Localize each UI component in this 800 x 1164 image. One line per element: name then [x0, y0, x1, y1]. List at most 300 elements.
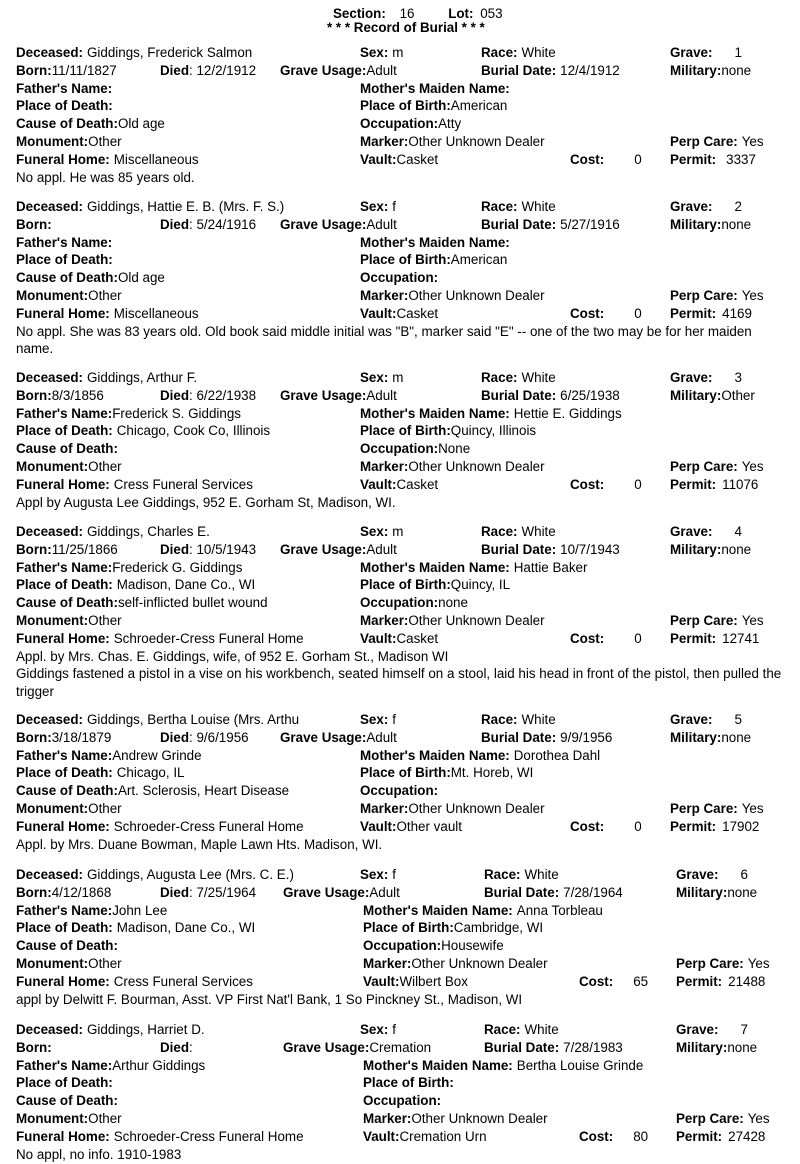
permit-value: 11076 [722, 476, 759, 492]
place-of-birth-field [363, 1074, 454, 1092]
place-of-death-field [16, 576, 255, 594]
sex-value: m [392, 524, 404, 539]
military-label: Military: [670, 729, 722, 745]
sex-label: Sex: [360, 199, 389, 214]
cost-label: Cost: [579, 1128, 614, 1144]
record-row [16, 287, 796, 305]
cause-of-death-value: self-inflicted bullet wound [117, 595, 268, 611]
monument-value: Other [88, 458, 122, 474]
funeral-home-label: Funeral Home: [16, 1128, 110, 1144]
permit-value: 17902 [722, 818, 760, 834]
marker-label: Marker: [360, 133, 409, 149]
cost-label: Cost: [570, 630, 605, 646]
vault-label: Vault: [360, 305, 397, 321]
born-value: 4/12/1868 [51, 884, 112, 900]
born-label: Born: [16, 62, 52, 78]
record-row [16, 818, 796, 836]
monument-label: Monument: [16, 458, 89, 474]
burial-record [16, 44, 796, 186]
permit-field [670, 818, 759, 836]
occupation-label: Occupation: [360, 595, 439, 611]
marker-label: Marker: [360, 287, 409, 303]
burial-date-value: 9/9/1956 [560, 729, 613, 745]
record-row [16, 541, 796, 559]
place-of-birth-label: Place of Birth: [360, 252, 451, 268]
cause-of-death-field [16, 269, 165, 287]
funeral-home-field [16, 305, 199, 323]
mother-maiden-name-field [360, 405, 622, 423]
cost-value: 0 [634, 630, 642, 646]
permit-label: Permit: [670, 630, 717, 646]
marker-value: Other Unknown Dealer [411, 955, 548, 971]
cost-field [570, 818, 642, 836]
race-field [481, 44, 556, 62]
record-row [16, 884, 796, 902]
died-value: : 9/6/1956 [189, 729, 249, 745]
marker-field [360, 133, 545, 151]
occupation-field [360, 440, 470, 458]
monument-field [16, 133, 122, 151]
grave-usage-label: Grave Usage: [280, 62, 367, 78]
place-of-birth-value: Quincy, IL [450, 577, 511, 593]
mother-maiden-name-label: Mother's Maiden Name: [360, 234, 510, 250]
record-row [16, 44, 796, 62]
deceased-field [16, 369, 346, 387]
perp-care-label: Perp Care: [676, 1110, 744, 1126]
mother-maiden-name-field [360, 559, 587, 577]
born-value: 11/11/1827 [51, 62, 117, 78]
occupation-label: Occupation: [363, 938, 442, 954]
born-field [16, 884, 111, 902]
race-field [484, 1021, 559, 1039]
place-of-death-field [16, 919, 255, 937]
lot-label: Lot: [448, 6, 474, 21]
died-value: : 7/25/1964 [189, 884, 257, 900]
grave-usage-value: Adult [366, 387, 397, 403]
funeral-home-value: Miscellaneous [113, 305, 199, 321]
vault-value: Casket [396, 151, 439, 167]
record-row [16, 251, 796, 269]
vault-field [363, 1128, 487, 1146]
burial-date-field [481, 62, 620, 80]
monument-field [16, 955, 122, 973]
marker-label: Marker: [360, 458, 409, 474]
monument-value: Other [88, 955, 122, 971]
deceased-field [16, 44, 346, 62]
marker-value: Other Unknown Dealer [411, 1110, 548, 1126]
perp-care-value: Yes [741, 612, 764, 628]
born-value: 8/3/1856 [51, 387, 104, 403]
race-value: White [521, 370, 556, 385]
sex-label: Sex: [360, 370, 389, 385]
grave-usage-value: Adult [369, 884, 400, 900]
military-value: none [721, 62, 752, 78]
vault-label: Vault: [363, 973, 400, 989]
record-row [16, 576, 796, 594]
record-row [16, 919, 796, 937]
died-value: : 5/24/1916 [189, 216, 257, 232]
burial-date-field [484, 1039, 623, 1057]
record-row [16, 198, 796, 216]
military-value: none [727, 1039, 758, 1055]
died-field [160, 541, 256, 559]
perp-care-field [676, 1110, 770, 1128]
place-of-death-value: Madison, Dane Co., WI [116, 577, 256, 593]
permit-field [670, 476, 758, 494]
marker-field [360, 458, 545, 476]
born-value: 3/18/1879 [51, 729, 112, 745]
military-label: Military: [676, 1039, 728, 1055]
grave-label: Grave: [670, 524, 713, 539]
record-row [16, 1092, 796, 1110]
marker-label: Marker: [363, 1110, 412, 1126]
funeral-home-label: Funeral Home: [16, 973, 110, 989]
burial-date-field [484, 884, 623, 902]
cost-field [579, 973, 648, 991]
deceased-value: Giddings, Frederick Salmon [87, 45, 253, 60]
grave-usage-value: Cremation [369, 1039, 432, 1055]
born-label: Born: [16, 729, 52, 745]
vault-label: Vault: [360, 818, 397, 834]
father-name-field [16, 902, 167, 920]
grave-usage-label: Grave Usage: [280, 387, 367, 403]
place-of-death-value: Madison, Dane Co., WI [116, 920, 256, 936]
section-label: Section: [333, 6, 386, 21]
father-name-label: Father's Name: [16, 559, 113, 575]
grave-field [670, 198, 742, 216]
grave-usage-field [280, 62, 397, 80]
occupation-field [360, 782, 438, 800]
place-of-birth-field [360, 764, 533, 782]
marker-label: Marker: [360, 800, 409, 816]
burial-date-value: 10/7/1943 [560, 541, 620, 557]
record-row [16, 151, 796, 169]
monument-value: Other [88, 287, 122, 303]
military-value: Other [721, 387, 755, 403]
died-value: : 6/22/1938 [189, 387, 257, 403]
born-field [16, 541, 118, 559]
sex-field [360, 44, 403, 62]
race-field [481, 198, 556, 216]
place-of-birth-field [360, 422, 536, 440]
monument-label: Monument: [16, 287, 89, 303]
place-of-death-label: Place of Death: [16, 98, 113, 114]
cost-label: Cost: [570, 476, 605, 492]
mother-maiden-name-label: Mother's Maiden Name: [360, 80, 510, 96]
permit-field [670, 630, 759, 648]
died-value: : 12/2/1912 [189, 62, 257, 78]
record-row [16, 369, 796, 387]
grave-label: Grave: [670, 45, 713, 60]
monument-value: Other [88, 612, 122, 628]
marker-field [363, 1110, 548, 1128]
burial-date-field [481, 216, 620, 234]
record-note: appl by Delwitt F. Bourman, Asst. VP First Nat'l Bank, 1 So Pinckney St., Madison, WI [16, 991, 523, 1007]
record-row [16, 387, 796, 405]
cause-of-death-field [16, 782, 289, 800]
permit-field [670, 151, 756, 169]
grave-field [670, 711, 742, 729]
burial-date-label: Burial Date: [484, 1039, 560, 1055]
grave-value: 1 [734, 45, 742, 60]
father-name-label: Father's Name: [16, 405, 113, 421]
cost-field [579, 1128, 648, 1146]
occupation-value: None [438, 441, 471, 457]
section-value: 16 [399, 6, 415, 21]
burial-date-label: Burial Date: [481, 387, 557, 403]
burial-date-field [481, 387, 620, 405]
monument-field [16, 1110, 122, 1128]
grave-field [670, 369, 742, 387]
occupation-value: none [438, 595, 468, 611]
sex-value: f [392, 712, 397, 727]
record-row [16, 422, 796, 440]
burial-date-label: Burial Date: [481, 541, 557, 557]
perp-care-value: Yes [747, 955, 770, 971]
record-row [16, 729, 796, 747]
cost-value: 0 [634, 305, 642, 321]
grave-usage-field [280, 387, 397, 405]
deceased-label: Deceased: [16, 45, 83, 60]
perp-care-value: Yes [741, 133, 764, 149]
military-value: none [727, 884, 758, 900]
race-label: Race: [481, 199, 518, 214]
record-title: * * * Record of Burial * * * [327, 20, 485, 35]
deceased-field [16, 198, 346, 216]
record-row [16, 764, 796, 782]
place-of-birth-value: American [450, 98, 508, 114]
sex-label: Sex: [360, 867, 389, 882]
place-of-birth-value: American [450, 252, 508, 268]
cost-label: Cost: [570, 305, 605, 321]
perp-care-label: Perp Care: [670, 133, 738, 149]
died-label: Died [160, 387, 190, 403]
record-row [16, 937, 796, 955]
cost-field [570, 476, 642, 494]
funeral-home-value: Cress Funeral Services [113, 973, 253, 989]
grave-label: Grave: [670, 370, 713, 385]
funeral-home-value: Cress Funeral Services [113, 476, 253, 492]
record-row [16, 269, 796, 287]
military-field [670, 62, 751, 80]
mother-maiden-name-value: Anna Torbleau [516, 902, 603, 918]
funeral-home-field [16, 1128, 304, 1146]
mother-maiden-name-label: Mother's Maiden Name: [363, 902, 513, 918]
monument-field [16, 800, 122, 818]
born-label: Born: [16, 216, 52, 232]
record-note: Appl. by Mrs. Duane Bowman, Maple Lawn Hts. Madison, WI. [16, 836, 383, 852]
mother-maiden-name-field [360, 234, 514, 252]
monument-field [16, 612, 122, 630]
race-field [481, 523, 556, 541]
occupation-label: Occupation: [360, 783, 439, 799]
sex-value: f [392, 1022, 397, 1037]
father-name-label: Father's Name: [16, 80, 113, 96]
record-row [16, 405, 796, 423]
deceased-label: Deceased: [16, 524, 83, 539]
father-name-label: Father's Name: [16, 234, 113, 250]
sex-field [360, 1021, 396, 1039]
race-value: White [521, 712, 556, 727]
cost-field [570, 630, 642, 648]
vault-value: Cremation Urn [399, 1128, 487, 1144]
place-of-death-field [16, 422, 270, 440]
sex-label: Sex: [360, 712, 389, 727]
occupation-label: Occupation: [360, 270, 439, 286]
grave-label: Grave: [670, 199, 713, 214]
perp-care-value: Yes [741, 458, 764, 474]
born-value: 11/25/1866 [51, 541, 118, 557]
monument-value: Other [88, 1110, 122, 1126]
cause-of-death-value: Old age [117, 116, 165, 132]
perp-care-label: Perp Care: [670, 287, 738, 303]
permit-value: 27428 [728, 1128, 766, 1144]
permit-label: Permit: [670, 818, 717, 834]
burial-record [16, 711, 796, 853]
sex-field [360, 198, 396, 216]
burial-record [16, 866, 796, 1008]
mother-maiden-name-field [363, 1057, 643, 1075]
vault-label: Vault: [360, 630, 397, 646]
father-name-field [16, 747, 202, 765]
place-of-birth-field [363, 919, 543, 937]
cause-of-death-value: Art. Sclerosis, Heart Disease [117, 783, 290, 799]
deceased-field [16, 1021, 346, 1039]
place-of-birth-field [360, 576, 510, 594]
race-value: White [521, 524, 556, 539]
military-field [676, 884, 757, 902]
monument-value: Other [88, 133, 122, 149]
funeral-home-field [16, 973, 253, 991]
place-of-death-label: Place of Death: [16, 920, 113, 936]
funeral-home-field [16, 630, 304, 648]
deceased-value: Giddings, Bertha Louise (Mrs. Arthu [87, 712, 300, 727]
cost-value: 0 [634, 151, 642, 167]
permit-label: Permit: [670, 476, 717, 492]
mother-maiden-name-label: Mother's Maiden Name: [360, 747, 510, 763]
funeral-home-value: Miscellaneous [113, 151, 199, 167]
burial-date-field [481, 541, 620, 559]
race-label: Race: [481, 45, 518, 60]
cost-label: Cost: [570, 151, 605, 167]
permit-label: Permit: [676, 973, 723, 989]
marker-field [360, 612, 545, 630]
cost-value: 65 [633, 973, 649, 989]
grave-usage-label: Grave Usage: [280, 541, 367, 557]
died-value: : [189, 1039, 193, 1055]
burial-date-value: 7/28/1964 [563, 884, 623, 900]
record-row [16, 711, 796, 729]
military-field [676, 1039, 757, 1057]
record-row [16, 97, 796, 115]
record-row [16, 1110, 796, 1128]
father-name-label: Father's Name: [16, 1057, 113, 1073]
born-field [16, 62, 117, 80]
monument-label: Monument: [16, 1110, 89, 1126]
record-row [16, 80, 796, 98]
father-name-field [16, 559, 242, 577]
race-label: Race: [484, 867, 521, 882]
deceased-label: Deceased: [16, 1022, 83, 1037]
died-field [160, 729, 249, 747]
mother-maiden-name-value: Bertha Louise Grinde [516, 1057, 644, 1073]
born-field [16, 216, 52, 234]
died-field [160, 62, 256, 80]
father-name-value: Frederick S. Giddings [112, 405, 241, 421]
mother-maiden-name-label: Mother's Maiden Name: [363, 1057, 513, 1073]
burial-date-label: Burial Date: [484, 884, 560, 900]
deceased-field [16, 523, 346, 541]
record-row [16, 62, 796, 80]
burial-date-value: 7/28/1983 [563, 1039, 623, 1055]
permit-label: Permit: [670, 151, 717, 167]
cost-field [570, 305, 642, 323]
sex-value: f [392, 867, 397, 882]
deceased-field [16, 711, 346, 729]
deceased-value: Giddings, Charles E. [87, 524, 210, 539]
monument-label: Monument: [16, 612, 89, 628]
deceased-label: Deceased: [16, 199, 83, 214]
born-label: Born: [16, 541, 52, 557]
mother-maiden-name-value: Hettie E. Giddings [513, 405, 622, 421]
funeral-home-label: Funeral Home: [16, 476, 110, 492]
place-of-birth-value: Mt. Horeb, WI [450, 765, 534, 781]
cause-of-death-label: Cause of Death: [16, 783, 118, 799]
grave-usage-value: Adult [366, 541, 397, 557]
grave-usage-value: Adult [366, 216, 397, 232]
father-name-label: Father's Name: [16, 747, 113, 763]
vault-value: Casket [396, 630, 439, 646]
place-of-birth-value: Quincy, Illinois [450, 423, 537, 439]
vault-value: Wilbert Box [399, 973, 468, 989]
cause-of-death-field [16, 594, 268, 612]
permit-value: 4169 [722, 305, 752, 321]
record-row [16, 1039, 796, 1057]
place-of-death-field [16, 97, 117, 115]
died-label: Died [160, 541, 190, 557]
died-field [160, 1039, 193, 1057]
occupation-value: Atty [438, 116, 462, 132]
grave-usage-field [280, 541, 397, 559]
grave-usage-field [283, 1039, 431, 1057]
mother-maiden-name-value: Dorothea Dahl [513, 747, 601, 763]
father-name-field [16, 405, 241, 423]
record-row [16, 133, 796, 151]
father-name-value: Frederick G. Giddings [112, 559, 243, 575]
race-field [484, 866, 559, 884]
funeral-home-field [16, 476, 253, 494]
born-label: Born: [16, 1039, 52, 1055]
burial-date-value: 6/25/1938 [560, 387, 620, 403]
cost-label: Cost: [579, 973, 614, 989]
burial-record [16, 198, 796, 358]
deceased-value: Giddings, Hattie E. B. (Mrs. F. S.) [87, 199, 285, 214]
vault-label: Vault: [360, 151, 397, 167]
died-label: Died [160, 729, 190, 745]
deceased-label: Deceased: [16, 867, 83, 882]
race-label: Race: [481, 370, 518, 385]
funeral-home-label: Funeral Home: [16, 818, 110, 834]
military-field [670, 216, 751, 234]
marker-value: Other Unknown Dealer [408, 612, 545, 628]
permit-value: 21488 [728, 973, 766, 989]
vault-field [363, 973, 468, 991]
race-value: White [524, 867, 559, 882]
sex-field [360, 866, 396, 884]
place-of-death-label: Place of Death: [16, 765, 113, 781]
perp-care-field [670, 800, 764, 818]
sex-field [360, 369, 403, 387]
